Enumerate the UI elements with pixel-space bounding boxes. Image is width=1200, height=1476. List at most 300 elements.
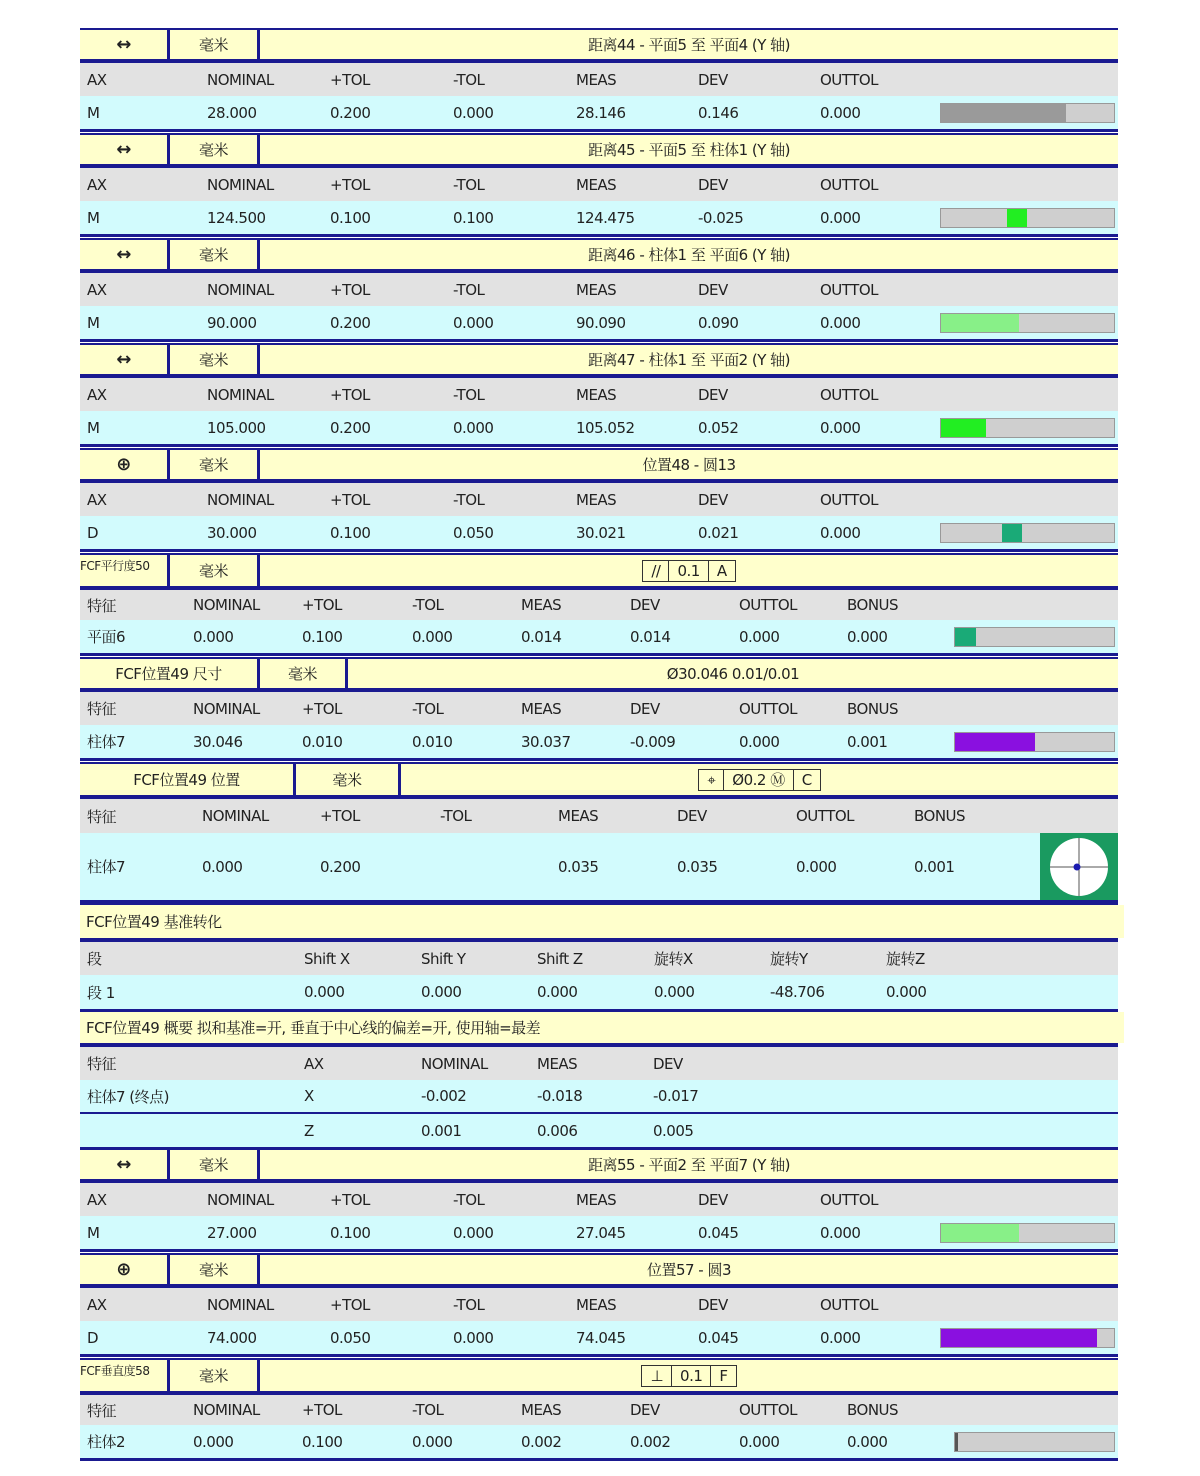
data-row bbox=[80, 96, 1118, 129]
header-cell bbox=[170, 555, 257, 586]
column-header-row bbox=[80, 1395, 1118, 1425]
block-title: 距离44 - 平面5 至 平面4 (Y 轴) bbox=[587, 36, 791, 54]
column-header-row bbox=[80, 63, 1118, 96]
distance-icon: ↔ bbox=[116, 1154, 131, 1175]
column-header: OUTTOL bbox=[739, 596, 798, 614]
column-header: DEV bbox=[698, 385, 728, 404]
header-cell bbox=[260, 1150, 1118, 1179]
report-block-dim bbox=[80, 238, 1118, 342]
column-header: DEV bbox=[630, 596, 660, 614]
data-row bbox=[80, 516, 1118, 549]
column-header: AX bbox=[87, 175, 107, 194]
data-cell: 0.000 bbox=[886, 983, 927, 1001]
column-header: NOMINAL bbox=[193, 699, 260, 718]
data-cell: 0.001 bbox=[421, 1121, 462, 1140]
column-header: OUTTOL bbox=[820, 1295, 879, 1314]
block-title: Ø30.046 0.01/0.01 bbox=[666, 664, 800, 683]
data-cell: M bbox=[87, 313, 100, 332]
column-header: NOMINAL bbox=[207, 70, 274, 89]
header-cell bbox=[260, 555, 1118, 586]
block-header bbox=[80, 657, 1118, 690]
fcf-segment: F bbox=[710, 1366, 735, 1386]
unit-label: 毫米 bbox=[198, 1156, 228, 1174]
unit-label: 毫米 bbox=[198, 351, 228, 369]
data-cell: 74.045 bbox=[576, 1328, 626, 1347]
tolerance-bar-fill bbox=[941, 1329, 1097, 1347]
column-header: OUTTOL bbox=[820, 70, 879, 89]
fcf-segment: ⊥ bbox=[650, 1366, 664, 1385]
report-block-dim bbox=[80, 28, 1118, 132]
column-header: OUTTOL bbox=[820, 280, 879, 299]
header-cell bbox=[80, 135, 167, 164]
column-header: MEAS bbox=[521, 596, 562, 614]
data-cell: 柱体7 bbox=[87, 733, 126, 751]
data-cell: 0.035 bbox=[677, 857, 718, 876]
tolerance-bar bbox=[940, 523, 1115, 543]
data-cell: 0.200 bbox=[330, 313, 371, 332]
data-cell: 0.090 bbox=[698, 313, 739, 332]
data-cell: 柱体7 (终点) bbox=[87, 1087, 170, 1106]
column-header: NOMINAL bbox=[193, 596, 260, 614]
data-cell: 0.052 bbox=[698, 418, 739, 437]
column-header-row bbox=[80, 692, 1118, 725]
header-cell bbox=[170, 135, 257, 164]
column-header: OUTTOL bbox=[796, 807, 855, 825]
header-cell bbox=[170, 1150, 257, 1179]
column-header: MEAS bbox=[576, 70, 617, 89]
column-header: -TOL bbox=[453, 1190, 485, 1209]
data-cell: 0.045 bbox=[698, 1223, 739, 1242]
column-header: AX bbox=[87, 280, 107, 299]
report-block-summary bbox=[80, 1010, 1118, 1150]
data-cell: 0.014 bbox=[521, 627, 562, 646]
data-cell: 0.000 bbox=[412, 1432, 453, 1451]
column-header: OUTTOL bbox=[739, 699, 798, 718]
data-row bbox=[80, 620, 1118, 653]
block-title: FCF位置49 概要 拟和基准=开, 垂直于中心线的偏差=开, 使用轴=最差 bbox=[86, 1019, 541, 1037]
header-cell bbox=[80, 450, 167, 479]
column-header: Shift Z bbox=[537, 949, 583, 968]
data-cell: D bbox=[87, 1328, 99, 1347]
column-header: MEAS bbox=[576, 385, 617, 404]
data-cell: 124.475 bbox=[576, 208, 635, 227]
data-cell: D bbox=[87, 523, 99, 542]
block-title: 距离46 - 柱体1 至 平面6 (Y 轴) bbox=[587, 246, 791, 264]
report-block-dim bbox=[80, 448, 1118, 552]
data-cell: 0.010 bbox=[302, 732, 343, 751]
header-cell bbox=[170, 30, 257, 59]
data-cell: 0.050 bbox=[453, 523, 494, 542]
data-cell: 段 1 bbox=[87, 983, 115, 1002]
block-header bbox=[80, 448, 1118, 481]
column-header: Shift X bbox=[304, 949, 350, 968]
column-header: DEV bbox=[698, 175, 728, 194]
header-cell bbox=[80, 240, 167, 269]
report-block-dim bbox=[80, 343, 1118, 447]
data-cell: 0.000 bbox=[739, 732, 780, 751]
data-cell: 0.200 bbox=[320, 857, 361, 876]
header-cell bbox=[260, 135, 1118, 164]
data-cell: 0.000 bbox=[796, 857, 837, 876]
header-cell bbox=[80, 905, 1124, 938]
data-cell: M bbox=[87, 208, 100, 227]
fcf-segment: A bbox=[708, 561, 735, 581]
data-cell: 0.021 bbox=[698, 523, 739, 542]
unit-label: 毫米 bbox=[198, 562, 228, 580]
data-cell: 124.500 bbox=[207, 208, 266, 227]
column-header-row bbox=[80, 942, 1118, 975]
header-cell bbox=[80, 555, 167, 586]
position-target-plot bbox=[1040, 833, 1118, 900]
column-header: NOMINAL bbox=[207, 175, 274, 194]
report-block-dim bbox=[80, 1148, 1118, 1252]
block-header bbox=[80, 1358, 1118, 1393]
column-header: OUTTOL bbox=[820, 490, 879, 509]
header-cell bbox=[260, 240, 1118, 269]
data-cell: 0.001 bbox=[847, 732, 888, 751]
header-cell bbox=[170, 1255, 257, 1284]
data-cell: 0.000 bbox=[193, 627, 234, 646]
block-header bbox=[80, 762, 1118, 797]
data-cell: 105.052 bbox=[576, 418, 635, 437]
fcf-segment: Ø0.2 Ⓜ bbox=[723, 770, 792, 790]
data-cell: M bbox=[87, 418, 100, 437]
tolerance-bar bbox=[940, 208, 1115, 228]
column-header: -TOL bbox=[453, 175, 485, 194]
column-header: +TOL bbox=[330, 1190, 370, 1209]
data-cell: X bbox=[304, 1087, 314, 1105]
column-header: Shift Y bbox=[421, 949, 466, 968]
distance-icon: ↔ bbox=[116, 349, 131, 370]
column-header: AX bbox=[87, 70, 107, 89]
feature-control-frame bbox=[641, 1365, 736, 1387]
column-header: 段 bbox=[87, 950, 102, 968]
header-cell bbox=[348, 659, 1118, 688]
data-cell: 0.000 bbox=[820, 418, 861, 437]
tolerance-bar-fill bbox=[941, 314, 1019, 332]
column-header: NOMINAL bbox=[207, 1295, 274, 1314]
column-header: +TOL bbox=[330, 385, 370, 404]
distance-icon: ↔ bbox=[116, 139, 131, 160]
data-cell: 0.100 bbox=[330, 208, 371, 227]
tolerance-bar bbox=[940, 1223, 1115, 1243]
data-row bbox=[80, 975, 1118, 1009]
header-cell bbox=[80, 1360, 167, 1391]
data-cell: 柱体2 bbox=[87, 1433, 126, 1451]
column-header: AX bbox=[304, 1054, 324, 1073]
tolerance-bar bbox=[954, 732, 1115, 752]
fcf-label: FCF位置49 尺寸 bbox=[115, 665, 222, 683]
data-cell: 74.000 bbox=[207, 1328, 257, 1347]
header-cell bbox=[80, 1012, 1124, 1043]
block-header bbox=[80, 28, 1118, 61]
data-cell: 30.000 bbox=[207, 523, 257, 542]
data-row bbox=[80, 1321, 1118, 1354]
column-header: 旋转Z bbox=[886, 950, 925, 968]
column-header: -TOL bbox=[453, 280, 485, 299]
unit-label: 毫米 bbox=[287, 665, 317, 683]
tolerance-bar-fill bbox=[941, 419, 986, 437]
unit-label: 毫米 bbox=[198, 456, 228, 474]
data-cell: 30.037 bbox=[521, 732, 571, 751]
data-cell: 0.035 bbox=[558, 857, 599, 876]
data-cell: 0.200 bbox=[330, 418, 371, 437]
data-cell: 0.000 bbox=[820, 313, 861, 332]
column-header: -TOL bbox=[412, 1401, 444, 1419]
data-row bbox=[80, 306, 1118, 339]
column-header: BONUS bbox=[847, 596, 899, 614]
data-cell: M bbox=[87, 1223, 100, 1242]
column-header: +TOL bbox=[302, 596, 342, 614]
report-block-dim bbox=[80, 133, 1118, 237]
tolerance-bar bbox=[954, 627, 1115, 647]
column-header: +TOL bbox=[330, 70, 370, 89]
report-block-fcf bbox=[80, 1358, 1118, 1461]
column-header: NOMINAL bbox=[207, 385, 274, 404]
data-cell: 0.000 bbox=[193, 1432, 234, 1451]
header-cell bbox=[80, 30, 167, 59]
block-header bbox=[80, 1010, 1118, 1045]
data-cell: 0.000 bbox=[820, 103, 861, 122]
data-cell: -0.009 bbox=[630, 732, 676, 751]
column-header: 特征 bbox=[87, 596, 117, 615]
column-header: BONUS bbox=[847, 1401, 899, 1419]
column-header: +TOL bbox=[302, 699, 342, 718]
column-header: +TOL bbox=[330, 175, 370, 194]
column-header: NOMINAL bbox=[207, 1190, 274, 1209]
header-cell bbox=[170, 450, 257, 479]
header-cell bbox=[80, 764, 293, 795]
column-header: +TOL bbox=[330, 280, 370, 299]
data-cell: 0.000 bbox=[739, 627, 780, 646]
column-header: OUTTOL bbox=[820, 385, 879, 404]
data-cell: 0.010 bbox=[412, 732, 453, 751]
data-cell: 0.100 bbox=[302, 627, 343, 646]
data-cell: 0.000 bbox=[654, 983, 695, 1001]
column-header: DEV bbox=[698, 70, 728, 89]
data-row bbox=[80, 201, 1118, 234]
column-header: DEV bbox=[653, 1054, 683, 1073]
target-icon bbox=[1047, 835, 1111, 899]
position-icon: ⊕ bbox=[116, 1259, 131, 1280]
data-cell: 28.146 bbox=[576, 103, 626, 122]
column-header: BONUS bbox=[847, 699, 899, 718]
data-cell: 0.100 bbox=[302, 1432, 343, 1451]
data-cell: 0.000 bbox=[453, 1223, 494, 1242]
header-cell bbox=[260, 450, 1118, 479]
column-header: DEV bbox=[630, 1401, 660, 1419]
header-cell bbox=[170, 1360, 257, 1391]
unit-label: 毫米 bbox=[332, 771, 362, 789]
data-row bbox=[80, 1216, 1118, 1249]
data-cell: 0.002 bbox=[521, 1432, 562, 1451]
column-header: MEAS bbox=[576, 1295, 617, 1314]
data-cell: 0.000 bbox=[739, 1432, 780, 1451]
data-row bbox=[80, 411, 1118, 444]
data-cell: 0.000 bbox=[421, 983, 462, 1001]
block-title: 距离45 - 平面5 至 柱体1 (Y 轴) bbox=[587, 141, 791, 159]
column-header: OUTTOL bbox=[820, 175, 879, 194]
tolerance-bar bbox=[954, 1432, 1115, 1452]
column-header: MEAS bbox=[537, 1054, 578, 1073]
data-cell: Z bbox=[304, 1121, 314, 1140]
header-cell bbox=[296, 764, 398, 795]
column-header: OUTTOL bbox=[820, 1190, 879, 1209]
data-row bbox=[80, 725, 1118, 758]
data-cell: 0.000 bbox=[304, 983, 345, 1001]
data-cell: 0.000 bbox=[453, 1328, 494, 1347]
column-header: NOMINAL bbox=[207, 280, 274, 299]
fcf-segment: C bbox=[793, 770, 820, 790]
column-header: NOMINAL bbox=[207, 490, 274, 509]
report-block-fcfsize bbox=[80, 657, 1118, 761]
tolerance-bar bbox=[940, 103, 1115, 123]
column-header: -TOL bbox=[440, 807, 472, 825]
header-cell bbox=[260, 659, 345, 688]
column-header-row bbox=[80, 168, 1118, 201]
header-cell bbox=[80, 345, 167, 374]
column-header: AX bbox=[87, 1295, 107, 1314]
data-cell: 0.000 bbox=[453, 313, 494, 332]
column-header: MEAS bbox=[558, 807, 599, 825]
data-row bbox=[80, 1425, 1118, 1458]
column-header: NOMINAL bbox=[193, 1401, 260, 1419]
column-header: MEAS bbox=[576, 490, 617, 509]
header-cell bbox=[80, 1255, 167, 1284]
data-cell: 90.000 bbox=[207, 313, 257, 332]
column-header: -TOL bbox=[453, 490, 485, 509]
block-header bbox=[80, 133, 1118, 166]
column-header: 特征 bbox=[87, 807, 117, 826]
data-row bbox=[80, 1114, 1118, 1147]
data-cell: 0.000 bbox=[412, 627, 453, 646]
tolerance-bar-fill bbox=[955, 1433, 958, 1451]
tolerance-bar bbox=[940, 1328, 1115, 1348]
data-cell: 0.050 bbox=[330, 1328, 371, 1347]
column-header-row bbox=[80, 1288, 1118, 1321]
report-block-dim bbox=[80, 1253, 1118, 1357]
unit-label: 毫米 bbox=[198, 246, 228, 264]
data-cell: 0.000 bbox=[820, 208, 861, 227]
fcf-segment: // bbox=[651, 561, 661, 580]
data-cell: 0.000 bbox=[453, 418, 494, 437]
header-cell bbox=[170, 345, 257, 374]
column-header: AX bbox=[87, 490, 107, 509]
column-header: MEAS bbox=[576, 1190, 617, 1209]
column-header-row bbox=[80, 590, 1118, 620]
column-header: DEV bbox=[630, 699, 660, 718]
column-header-row bbox=[80, 1183, 1118, 1216]
data-cell: 0.000 bbox=[453, 103, 494, 122]
header-cell bbox=[80, 659, 257, 688]
report-block-fcf bbox=[80, 553, 1118, 656]
fcf-label: FCF平行度50 bbox=[80, 559, 150, 573]
header-cell bbox=[260, 345, 1118, 374]
column-header: DEV bbox=[698, 490, 728, 509]
column-header: 特征 bbox=[87, 1055, 117, 1073]
unit-label: 毫米 bbox=[198, 1367, 228, 1385]
column-header: AX bbox=[87, 385, 107, 404]
block-header bbox=[80, 343, 1118, 376]
data-cell: 0.002 bbox=[630, 1432, 671, 1451]
column-header-row bbox=[80, 273, 1118, 306]
block-title: FCF位置49 基准转化 bbox=[86, 913, 222, 931]
data-row bbox=[80, 1080, 1118, 1112]
tolerance-bar-fill bbox=[1002, 524, 1023, 542]
column-header: MEAS bbox=[521, 1401, 562, 1419]
column-header: +TOL bbox=[330, 1295, 370, 1314]
column-header: +TOL bbox=[330, 490, 370, 509]
block-header bbox=[80, 238, 1118, 271]
column-header: DEV bbox=[698, 1190, 728, 1209]
block-title: 距离55 - 平面2 至 平面7 (Y 轴) bbox=[587, 1156, 791, 1174]
header-cell bbox=[260, 1360, 1118, 1391]
header-cell bbox=[260, 1255, 1118, 1284]
unit-label: 毫米 bbox=[198, 1261, 228, 1279]
column-header: 旋转X bbox=[654, 950, 693, 968]
tolerance-bar-fill bbox=[1007, 209, 1028, 227]
fcf-segment: 0.1 bbox=[668, 561, 707, 581]
data-cell: 0.000 bbox=[202, 857, 243, 876]
data-cell: 0.100 bbox=[330, 1223, 371, 1242]
data-cell: 0.000 bbox=[820, 1328, 861, 1347]
column-header: -TOL bbox=[412, 699, 444, 718]
feature-control-frame bbox=[698, 769, 820, 791]
header-cell bbox=[80, 1150, 167, 1179]
tolerance-bar-fill bbox=[941, 1224, 1019, 1242]
data-cell: 0.001 bbox=[914, 857, 955, 876]
block-header bbox=[80, 903, 1118, 940]
data-cell: 27.045 bbox=[576, 1223, 626, 1242]
header-cell bbox=[170, 240, 257, 269]
tolerance-bar bbox=[940, 313, 1115, 333]
block-header bbox=[80, 1148, 1118, 1181]
tolerance-bar-fill bbox=[955, 628, 976, 646]
column-header: 特征 bbox=[87, 700, 117, 718]
column-header: DEV bbox=[677, 807, 707, 825]
tolerance-bar-fill bbox=[955, 733, 1035, 751]
data-cell: -0.018 bbox=[537, 1087, 583, 1105]
data-cell: 28.000 bbox=[207, 103, 257, 122]
data-cell: -48.706 bbox=[770, 983, 825, 1001]
unit-label: 毫米 bbox=[198, 141, 228, 159]
block-title: 距离47 - 柱体1 至 平面2 (Y 轴) bbox=[587, 351, 791, 369]
distance-icon: ↔ bbox=[116, 244, 131, 265]
data-cell: 0.000 bbox=[820, 523, 861, 542]
column-header: MEAS bbox=[576, 175, 617, 194]
data-cell: -0.002 bbox=[421, 1087, 467, 1105]
column-header: 旋转Y bbox=[770, 950, 808, 968]
column-header: BONUS bbox=[914, 807, 966, 825]
feature-control-frame bbox=[642, 560, 735, 582]
data-cell: 0.000 bbox=[847, 1432, 888, 1451]
column-header-row bbox=[80, 1047, 1118, 1080]
data-cell: 平面6 bbox=[87, 628, 126, 646]
column-header: +TOL bbox=[320, 807, 360, 825]
data-cell: 0.000 bbox=[847, 627, 888, 646]
data-cell: -0.025 bbox=[698, 208, 744, 227]
column-header-row bbox=[80, 483, 1118, 516]
distance-icon: ↔ bbox=[116, 34, 131, 55]
data-cell: 0.000 bbox=[537, 983, 578, 1001]
column-header: -TOL bbox=[453, 385, 485, 404]
data-cell: M bbox=[87, 103, 100, 122]
block-header bbox=[80, 1253, 1118, 1286]
data-cell: 105.000 bbox=[207, 418, 266, 437]
block-title: 位置57 - 圆3 bbox=[646, 1261, 732, 1279]
column-header: -TOL bbox=[453, 70, 485, 89]
column-header: DEV bbox=[698, 280, 728, 299]
